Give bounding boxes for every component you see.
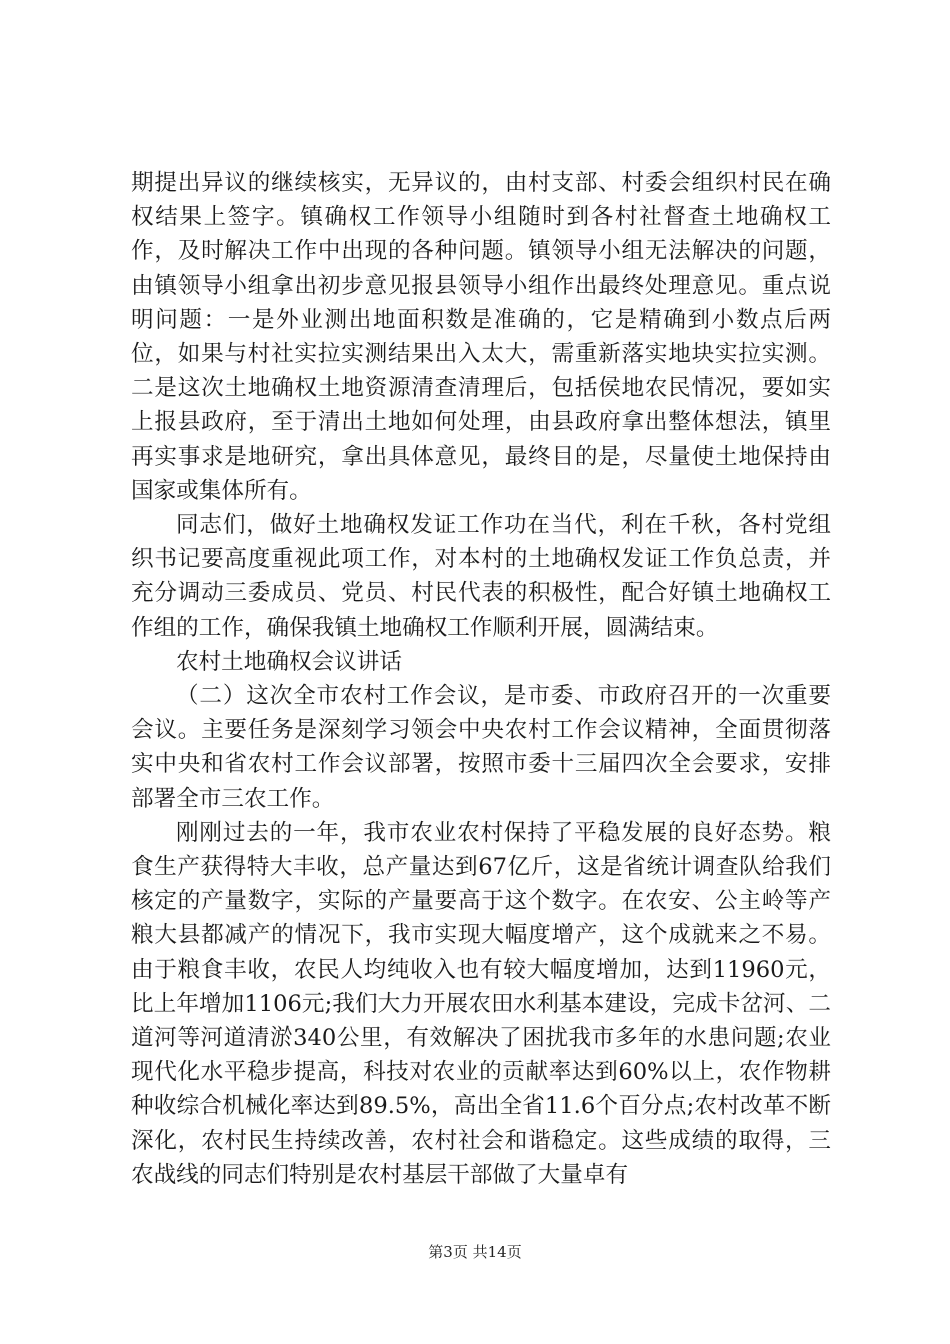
paragraph-meeting-intro: （二）这次全市农村工作会议，是市委、市政府召开的一次重要会议。主要任务是深刻学习领会中央农村工作会议精神，全面贯彻落实中央和省农村工作会议部署，按照市委十三届四次全会要求，安排部署全市三农工作。 (131, 683, 831, 812)
section-title: 农村土地确权会议讲话 (176, 648, 402, 675)
paragraph-continuation: 期提出异议的继续核实，无异议的，由村支部、村委会组织村民在确权结果上签字。镇确权工作领导小组随时到各村社督查土地确权工作，及时解决工作中出现的各种问题。镇领导小组无法解决的问题，由镇领导小组拿出初步意见报县领导小组作出最终处理意见。重点说明问题：一是外业测出地面积数是准确的，它是精确到小数点后两位，如果与村社实拉实测结果出入太大，需重新落实地块实拉实测。二是这次土地确权土地资源清查清理后，包括侯地农民情况，要如实上报县政府，至于清出土地如何处理，由县政府拿出整体想法，镇里再实事求是地研究，拿出具体意见，最终目的是，尽量使土地保持由国家或集体所有。 (131, 170, 831, 504)
paragraph-achievements: 刚刚过去的一年，我市农业农村保持了平稳发展的良好态势。粮食生产获得特大丰收，总产量达到67亿斤，这是省统计调查队给我们核定的产量数字，实际的产量要高于这个数字。在农安、公主岭等产粮大县都减产的情况下，我市实现大幅度增产，这个成就来之不易。由于粮食丰收，农民人均纯收入也有较大幅度增加，达到11960元，比上年增加1106元;我们大力开展农田水利基本建设，完成卡岔河、二道河等河道清淤340公里，有效解决了困扰我市多年的水患问题;农业现代化水平稳步提高，科技对农业的贡献率达到60%以上，农作物耕种收综合机械化率达到89.5%，高出全省11.6个百分点;农村改革不断深化，农村民生持续改善，农村社会和谐稳定。这些成绩的取得，三农战线的同志们特别是农村基层干部做了大量卓有 (131, 819, 831, 1188)
document-body (131, 166, 831, 1192)
paragraph-closing-remarks: 同志们，做好土地确权发证工作功在当代，利在千秋，各村党组织书记要高度重视此项工作，对本村的土地确权发证工作负总责，并充分调动三委成员、党员、村民代表的积极性，配合好镇土地确权工作组的工作，确保我镇土地确权工作顺利开展，圆满结束。 (131, 512, 831, 641)
page-number-footer: 第3页 共14页 (428, 1243, 522, 1261)
